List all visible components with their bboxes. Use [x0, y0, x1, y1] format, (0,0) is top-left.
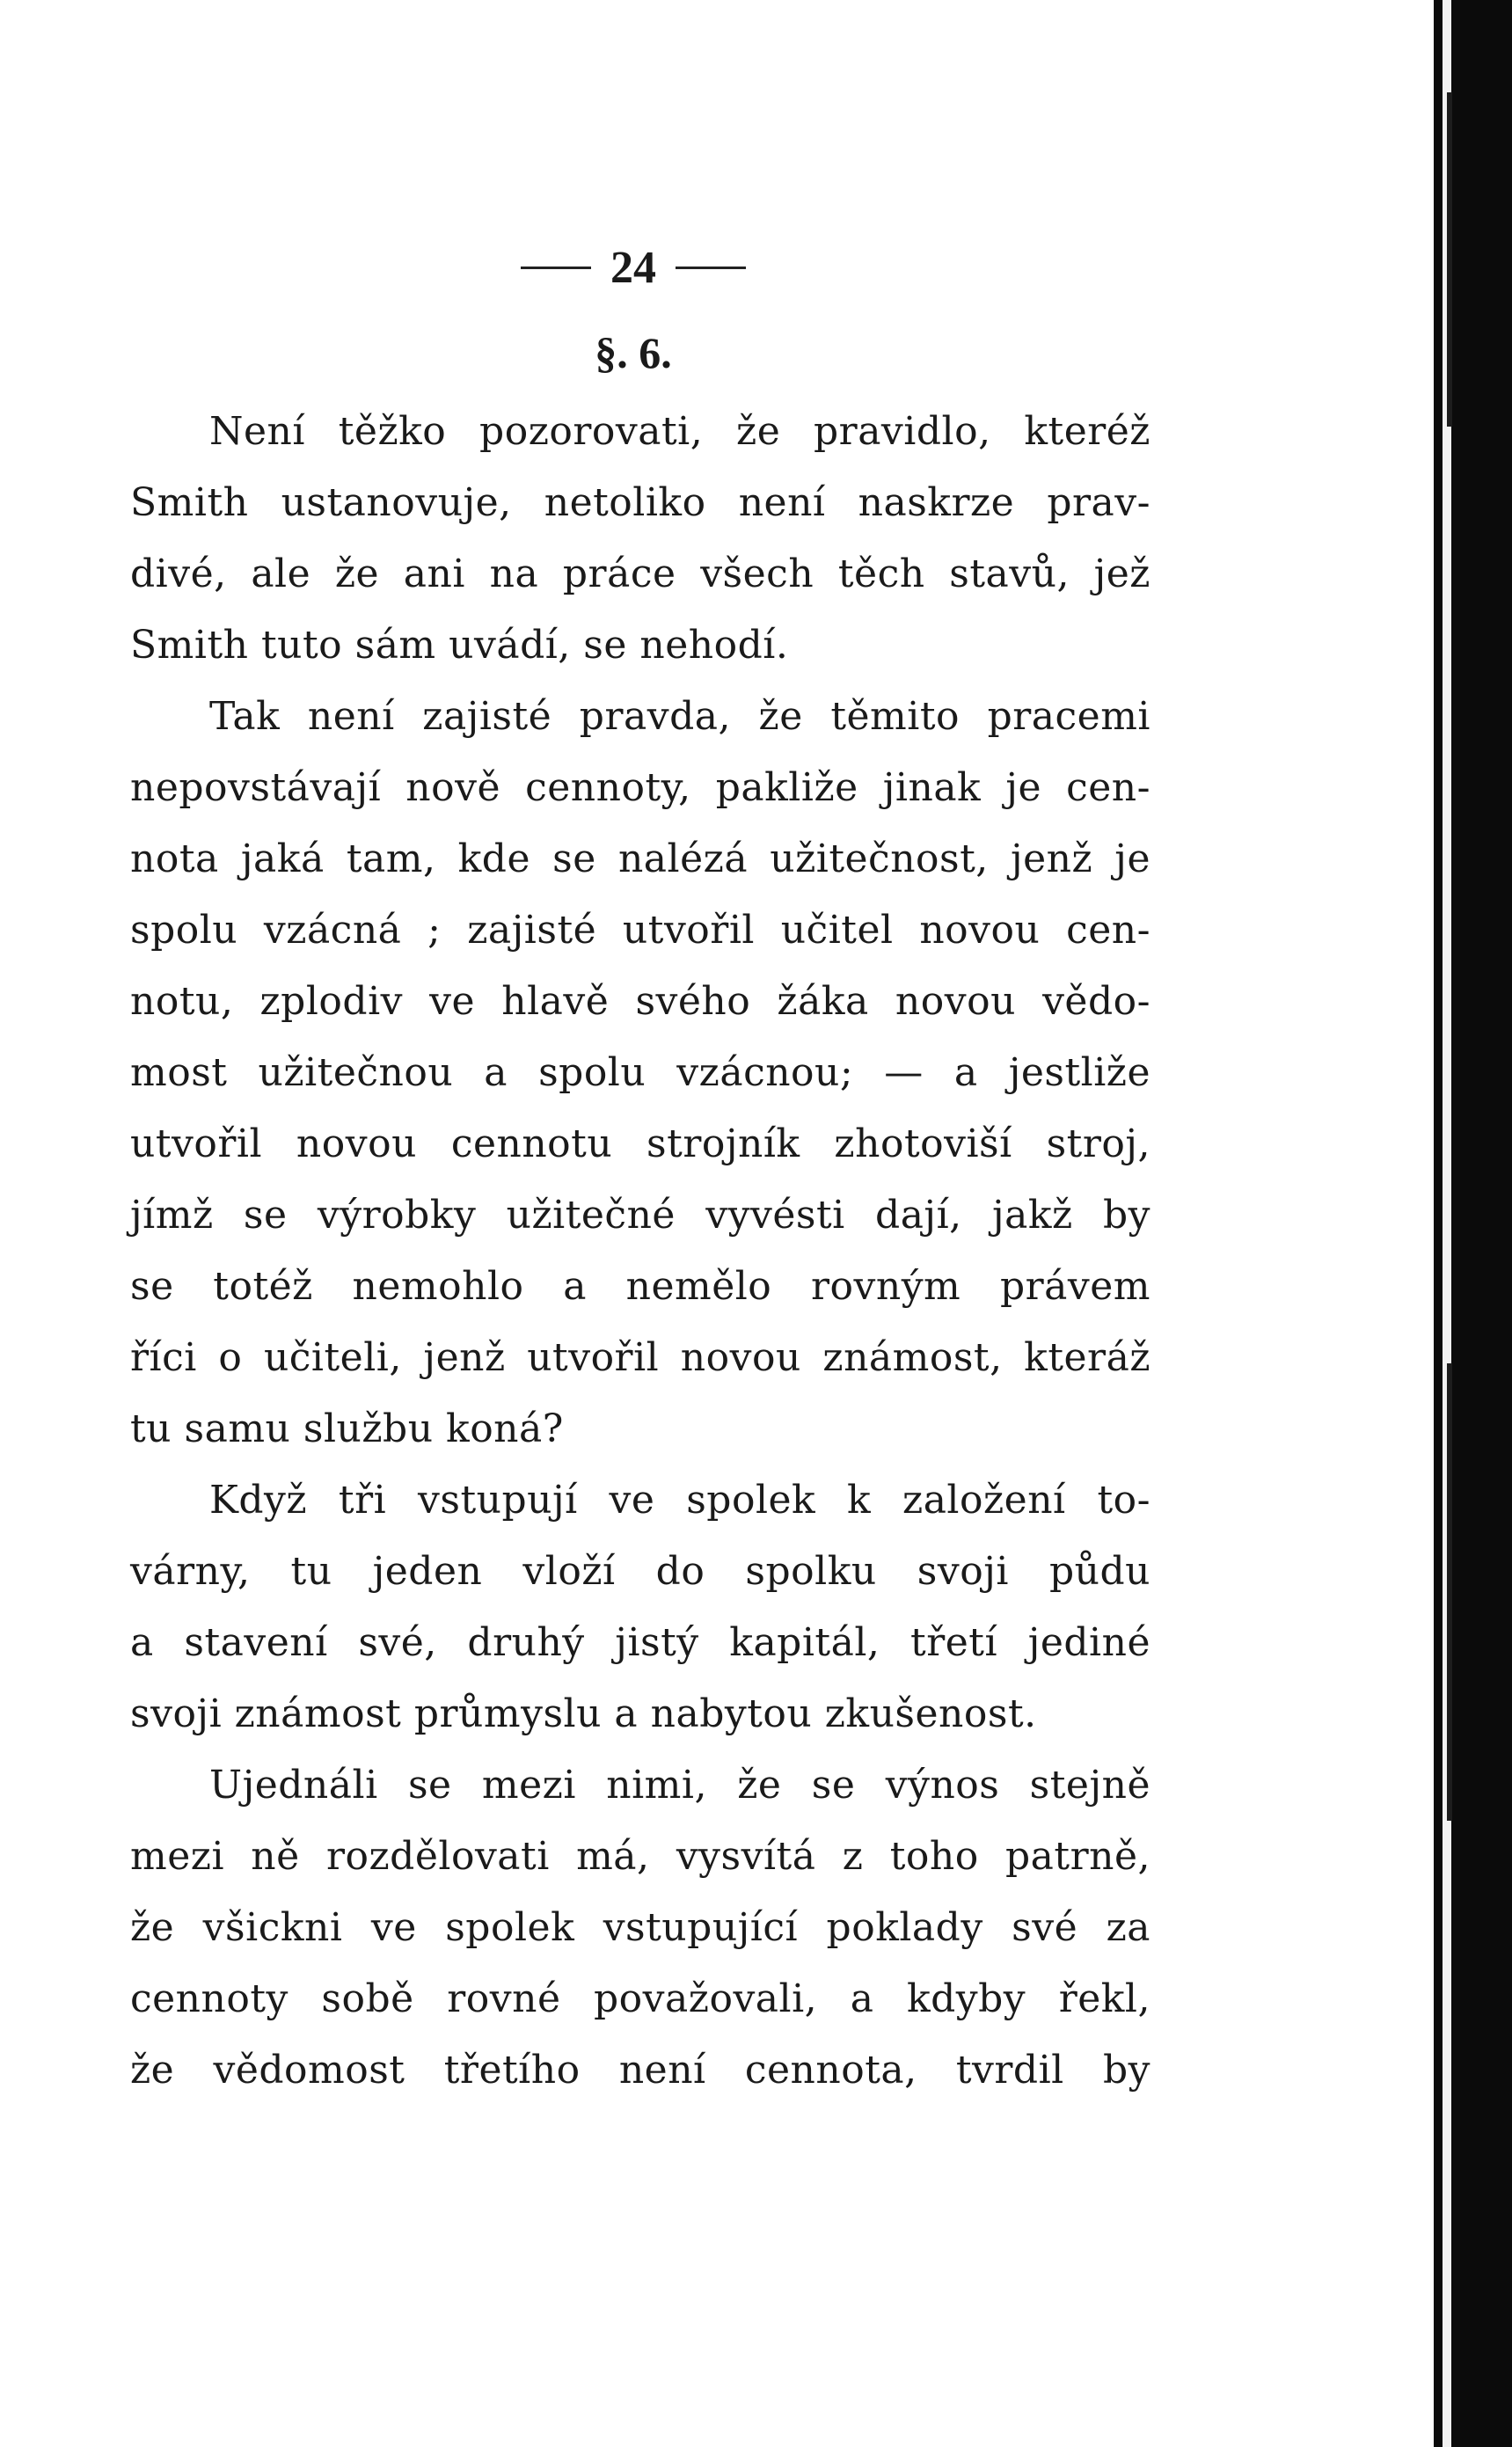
- text-line: várny, tu jeden vloží do spolku svoji půdu: [130, 1549, 1150, 1594]
- page-header: [493, 232, 774, 303]
- page-edge-mark: [1447, 92, 1452, 427]
- text-line: a stavení své, druhý jistý kapitál, třetí jediné: [130, 1620, 1150, 1665]
- text-line: divé, ale že ani na práce všech těch stavů, jež: [130, 551, 1150, 596]
- text-line: nepovstávají nově cennoty, pakliže jinak je cen-: [130, 765, 1150, 810]
- text-line: se totéž nemohlo a nemělo rovným právem: [130, 1264, 1150, 1309]
- header-rule-right: [676, 267, 746, 269]
- body-text: [130, 396, 1150, 2106]
- text-line: utvořil novou cennotu strojník zhotoviší stroj,: [130, 1121, 1150, 1166]
- text-line: že všickni ve spolek vstupující poklady své za: [130, 1905, 1150, 1950]
- text-line: Tak není zajisté pravda, že těmito pracemi: [209, 694, 1150, 739]
- text-line: Není těžko pozorovati, že pravidlo, kteréž: [209, 409, 1150, 454]
- text-line: Smith tuto sám uvádí, se nehodí.: [130, 623, 789, 668]
- text-line: spolu vzácná ; zajisté utvořil učitel novou cen-: [130, 908, 1150, 953]
- text-line: tu samu službu koná?: [130, 1406, 564, 1451]
- text-line: že vědomost třetího není cennota, tvrdil by: [130, 2048, 1150, 2093]
- page-edge-mark: [1447, 1363, 1452, 1821]
- text-line: svoji známost průmyslu a nabytou zkušenost.: [130, 1691, 1037, 1736]
- text-line: nota jaká tam, kde se nalézá užitečnost, jenž je: [130, 836, 1150, 881]
- text-line: Smith ustanovuje, netoliko není naskrze prav-: [130, 480, 1150, 525]
- page-number: 24: [610, 242, 656, 293]
- text-line: Když tři vstupují ve spolek k založení to-: [209, 1478, 1150, 1523]
- section-heading: §. 6.: [595, 328, 672, 377]
- text-line: mezi ně rozdělovati má, vysvítá z toho patrně,: [130, 1834, 1150, 1879]
- text-line: Ujednáli se mezi nimi, že se výnos stejně: [209, 1763, 1150, 1808]
- text-line: jímž se výrobky užitečné vyvésti dají, jakž by: [130, 1193, 1150, 1238]
- header-rule-left: [521, 267, 591, 269]
- text-line: notu, zplodiv ve hlavě svého žáka novou vědo-: [130, 979, 1150, 1024]
- text-line: říci o učiteli, jenž utvořil novou známost, kteráž: [130, 1335, 1150, 1380]
- text-line: most užitečnou a spolu vzácnou; — a jestliže: [130, 1050, 1150, 1095]
- text-line: cennoty sobě rovné považovali, a kdyby řekl,: [130, 1976, 1150, 2021]
